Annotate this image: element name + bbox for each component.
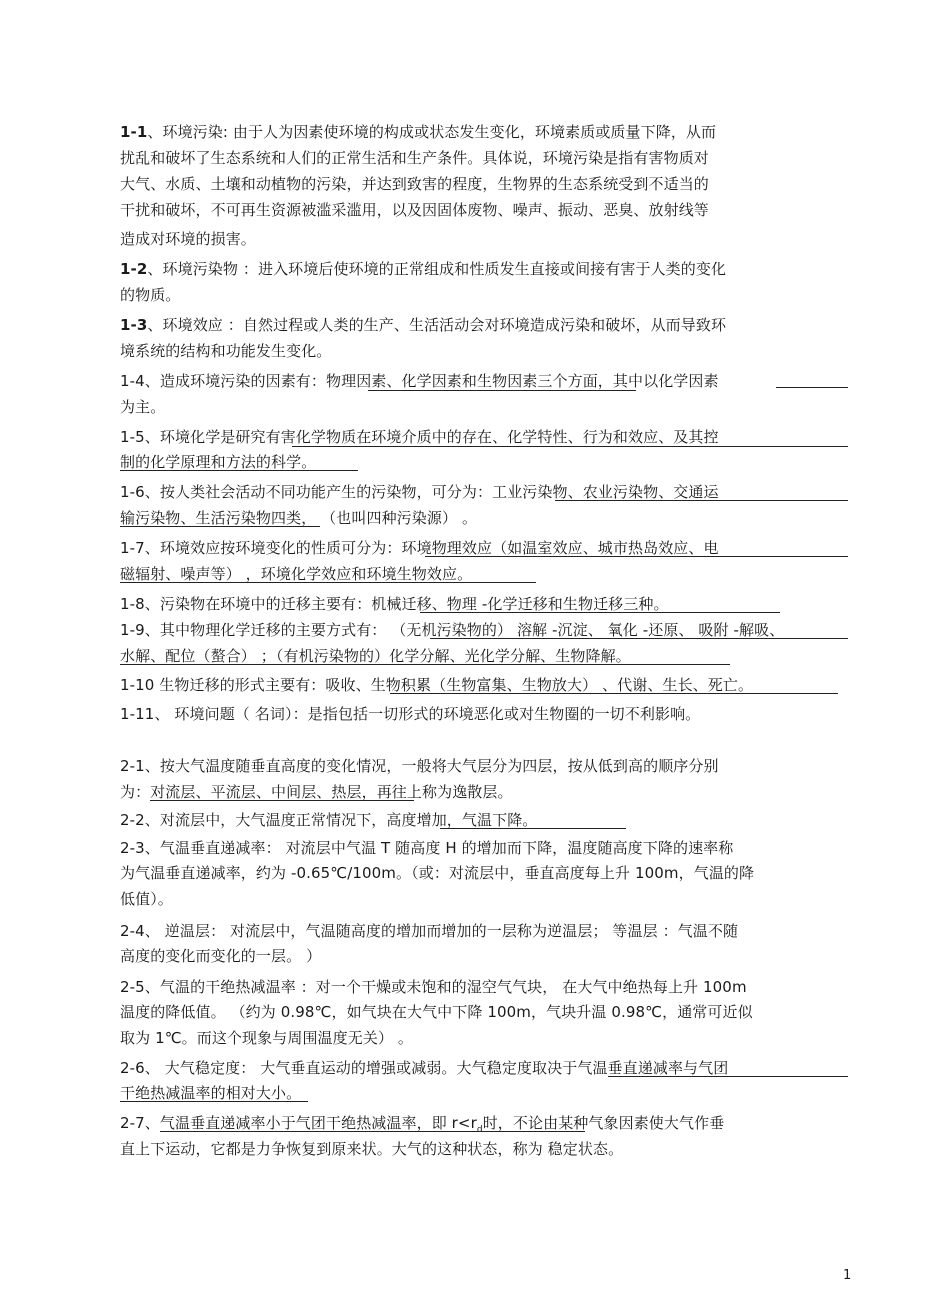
line-text: 、环境效应 ：自然过程或人类的生产、生活活动会对环境造成污染和破坏，从而导致环 [147,316,727,334]
paragraph-line: 2-5、气温的干绝热减温率 ：对一个干燥或未饱和的湿空气气块， 在大气中绝热每上升 100m [120,978,747,996]
paragraph-line: 2-6、 大气稳定度： 大气垂直运动的增强或减弱。大气稳定度取决于气温垂直递减率与气团 [120,1059,729,1077]
line-text: 时，不论由某种气象因素使大气作垂 [482,1114,725,1132]
item-number: 1-3 [120,316,148,334]
paragraph-line: 2-4、 逆温层： 对流层中，气温随高度的增加而增加的一层称为逆温层； 等温层 ：气温不随 [120,922,739,940]
underline [160,1131,585,1132]
paragraph-line [120,259,726,279]
paragraph-line: 干扰和破坏，不可再生资源被滥采滥用，以及因固体废物、噪声、振动、恶臭、放射线等 [120,201,709,219]
page-number: 1 [843,1268,852,1283]
paragraph-line: 输污染物、生活污染物四类， （也叫四种污染源） 。 [120,509,478,527]
line-text: 、环境污染: 由于人为因素使环境的构成或状态发生变化，环境素质或质量下降，从而 [147,123,717,141]
underline [776,387,848,388]
paragraph-line: 大气、水质、土壤和动植物的污染，并达到致害的程度，生物界的生态系统受到不适当的 [120,175,709,193]
paragraph-line: 1-11、 环境问题（ 名词）：是指包括一切形式的环境恶化或对生物圈的一切不利影响。 [120,705,701,723]
paragraph-line: 干绝热减温率的相对大小。 [120,1084,302,1102]
paragraph-line: 1-5、环境化学是研究有害化学物质在环境介质中的存在、化学特性、行为和效应、及其控 [120,428,719,446]
underline [120,1101,308,1102]
underline [440,828,626,829]
underline [292,446,848,447]
paragraph-line: 1-9、其中物理化学迁移的主要方式有： （无机污染物的） 溶解 -沉淀、 氧化 -还原、 吸附 -解吸、 [120,621,785,639]
underline [608,1076,848,1077]
paragraph-line: 1-6、按人类社会活动不同功能产生的污染物，可分为：工业污染物、农业污染物、交通运 [120,483,719,501]
paragraph-line: 2-3、气温垂直递减率： 对流层中气温 T 随高度 H 的增加而下降，温度随高度下降的速率称 [120,839,734,857]
paragraph-line: 为主。 [120,398,166,416]
paragraph-line [120,1113,724,1140]
paragraph-line: 为气温垂直递减率，约为 -0.65℃/100m。（或：对流层中，垂直高度每上升 100m，气温的降 [120,864,755,882]
line-text: 、环境污染物 ：进入环境后使环境的正常组成和性质发生直接或间接有害于人类的变化 [147,260,727,278]
underline [368,390,636,391]
paragraph-line: 直上下运动，它都是力争恢复到原来状。大气的这种状态，称为 稳定状态。 [120,1140,624,1158]
paragraph-line: 高度的变化而变化的一层。 ） [120,947,322,965]
paragraph-line: 水解、配位（螯合） ；（有机污染物的）化学分解、光化学分解、生物降解。 [120,647,631,665]
paragraph-line: 2-2、对流层中，大气温度正常情况下，高度增加，气温下降。 [120,811,538,829]
subscript: d [476,1125,483,1135]
paragraph-line [120,122,716,142]
line-text: 2-7、气温垂直递减率小于气团干绝热减温率，即 r<r [120,1114,477,1132]
paragraph-line: 的物质。 [120,286,181,304]
underline [150,800,414,801]
item-number: 1-1 [120,123,148,141]
paragraph-line: 制的化学原理和方法的科学。 [120,453,317,471]
paragraph-line: 2-1、按大气温度随垂直高度的变化情况，一般将大气层分为四层，按从低到高的顺序分别 [120,757,719,775]
underline [120,470,358,471]
paragraph-line: 为：对流层、平流层、中间层、热层，再往上称为逸散层。 [120,783,513,801]
paragraph-line: 1-8、污染物在环境中的迁移主要有：机械迁移、物理 -化学迁移和生物迁移三种。 [120,595,669,613]
underline [420,612,780,613]
paragraph-line: 扰乱和破坏了生态系统和人们的正常生活和生产条件。具体说，环境污染是指有害物质对 [120,149,709,167]
paragraph-line: 1-4、造成环境污染的因素有：物理因素、化学因素和生物因素三个方面，其中以化学因素 [120,372,719,390]
paragraph-line: 造成对环境的损害。 [120,230,256,248]
underline [120,582,536,583]
underline [390,693,838,694]
underline [120,664,730,665]
paragraph-line: 1-10 生物迁移的形式主要有：吸收、生物积累（生物富集、生物放大） 、代谢、生长、死亡。 [120,676,754,694]
paragraph-line: 境系统的结构和功能发生变化。 [120,342,332,360]
paragraph-line: 低值）。 [120,890,173,908]
paragraph-line: 取为 1℃。而这个现象与周围温度无关） 。 [120,1029,414,1047]
paragraph-line: 温度的降低值。 （约为 0.98℃，如气块在大气中下降 100m，气块升温 0.98℃，通常可近似 [120,1003,753,1021]
paragraph-line [120,315,726,335]
paragraph-line: 1-7、环境效应按环境变化的性质可分为：环境物理效应（如温室效应、城市热岛效应、电 [120,539,719,557]
underline [425,556,848,557]
underline [555,500,848,501]
paragraph-line: 磁辐射、噪声等） ，环境化学效应和环境生物效应。 [120,565,473,583]
item-number: 1-2 [120,260,148,278]
underline [120,526,320,527]
underline [430,638,848,639]
